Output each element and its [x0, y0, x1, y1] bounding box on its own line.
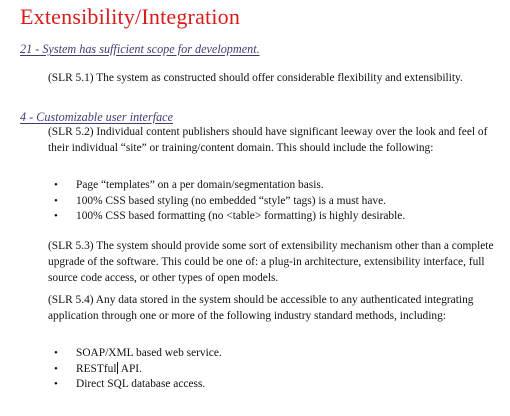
- paragraph-slr-5-2: (SLR 5.2) Individual content publishers should have significant leeway over the look and feel of their individual “site” or training/content domain. This should include the following:: [48, 126, 488, 154]
- section-heading-customizable-ui: 4 - Customizable user interface: [20, 110, 174, 124]
- bullet-list-integration-methods: [48, 346, 222, 393]
- list-item: [48, 362, 222, 378]
- bullet-icon: •: [54, 347, 58, 359]
- list-item: [48, 178, 405, 194]
- list-item: [48, 377, 222, 393]
- list-item: [48, 194, 405, 210]
- list-item-text: Direct SQL database access.: [76, 378, 206, 390]
- restful-text-part2: API.: [118, 362, 142, 375]
- bullet-icon: •: [54, 362, 58, 375]
- paragraph-slr-5-1: (SLR 5.1) The system as constructed should offer considerable flexibility and extensibility.: [48, 72, 463, 84]
- paragraph-slr-5-4: (SLR 5.4) Any data stored in the system should be accessible to any authenticated integrating application through one or more of the following industry standard methods, including:: [48, 294, 474, 322]
- list-item-text: SOAP/XML based web service.: [76, 347, 222, 359]
- bullet-icon: •: [54, 179, 58, 191]
- bullet-icon: •: [54, 194, 58, 207]
- bullet-list-ui-requirements: [48, 178, 405, 225]
- bullet-icon: •: [54, 378, 58, 390]
- list-item-text: [76, 363, 142, 375]
- bullet-icon: •: [54, 210, 58, 222]
- list-item-text: 100% CSS based styling (no embedded “style” tags) is a must have.: [76, 194, 387, 207]
- list-item-text: Page “templates” on a per domain/segmentation basis.: [76, 179, 324, 191]
- section-heading-scope: 21 - System has sufficient scope for development.: [20, 42, 260, 56]
- list-item: [48, 346, 222, 362]
- restful-text-part1: RESTful: [76, 362, 117, 375]
- paragraph-slr-5-3: (SLR 5.3) The system should provide some sort of extensibility mechanism other than a complete upgrade of the software. This could be one of: a plug-in architecture, extensibility interface, full source code access, or other types of open models.: [48, 240, 494, 284]
- document-title: Extensibility/Integration: [20, 4, 241, 29]
- list-item-text: 100% CSS based formatting (no <table> formatting) is highly desirable.: [76, 210, 406, 222]
- list-item: [48, 209, 405, 225]
